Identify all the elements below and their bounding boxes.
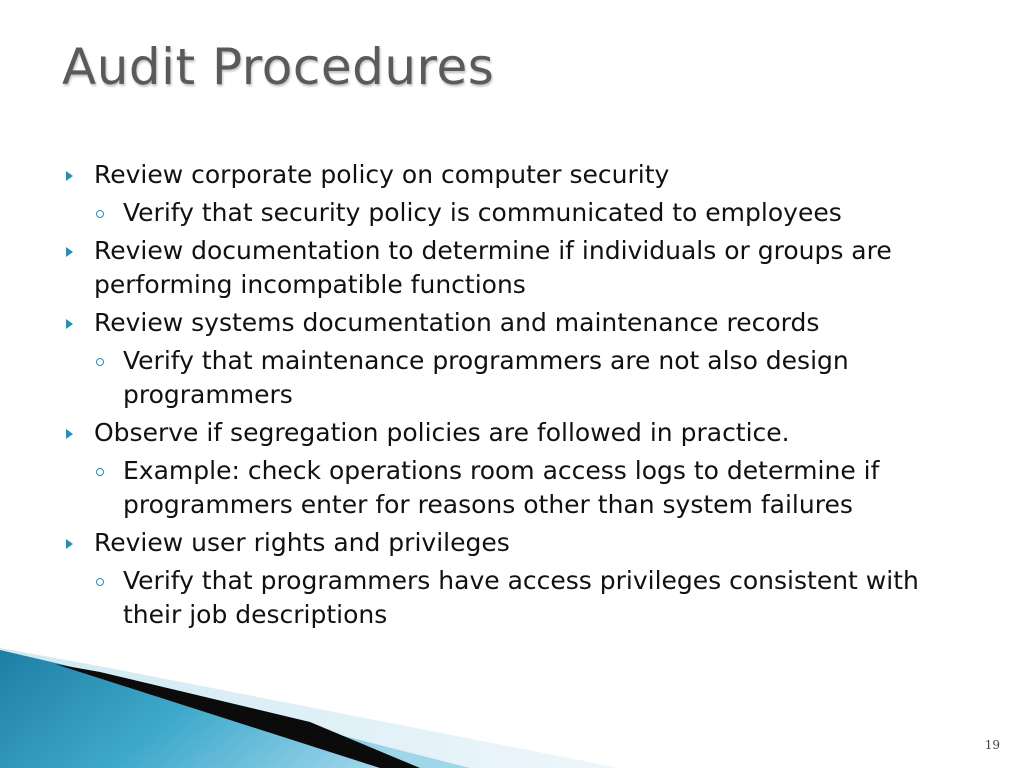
bullet-item <box>62 526 982 560</box>
bullet-text: Review systems documentation and maintenance records <box>94 308 820 337</box>
bullet-item <box>62 306 982 340</box>
sub-bullet-item <box>62 454 982 522</box>
circle-bullet-icon <box>96 210 104 218</box>
triangle-bullet-icon <box>66 319 73 329</box>
circle-bullet-icon <box>96 578 104 586</box>
triangle-bullet-icon <box>66 539 73 549</box>
sub-bullet-text: Verify that maintenance programmers are not also design programmers <box>123 346 849 409</box>
bullet-item <box>62 234 982 302</box>
sub-bullet-text: Example: check operations room access logs to determine if programmers enter for reasons other than system failures <box>123 456 880 519</box>
bullet-text: Review corporate policy on computer security <box>94 160 670 189</box>
sub-bullet-item <box>62 564 982 632</box>
bullet-list <box>62 154 982 632</box>
triangle-bullet-icon <box>66 171 73 181</box>
bullet-text: Observe if segregation policies are followed in practice. <box>94 418 790 447</box>
bullet-item <box>62 416 982 450</box>
bullet-item <box>62 158 982 192</box>
sub-bullet-text: Verify that programmers have access privileges consistent with their job descriptions <box>123 566 919 629</box>
circle-bullet-icon <box>96 468 104 476</box>
sub-bullet-item <box>62 344 982 412</box>
page-number: 19 <box>984 738 1000 752</box>
sub-bullet-text: Verify that security policy is communicated to employees <box>123 198 842 227</box>
triangle-bullet-icon <box>66 429 73 439</box>
sub-bullet-item <box>62 196 982 230</box>
bullet-text: Review documentation to determine if individuals or groups are performing incompatible functions <box>94 236 892 299</box>
slide-title: Audit Procedures <box>62 38 495 96</box>
triangle-bullet-icon <box>66 247 73 257</box>
bullet-text: Review user rights and privileges <box>94 528 510 557</box>
circle-bullet-icon <box>96 358 104 366</box>
